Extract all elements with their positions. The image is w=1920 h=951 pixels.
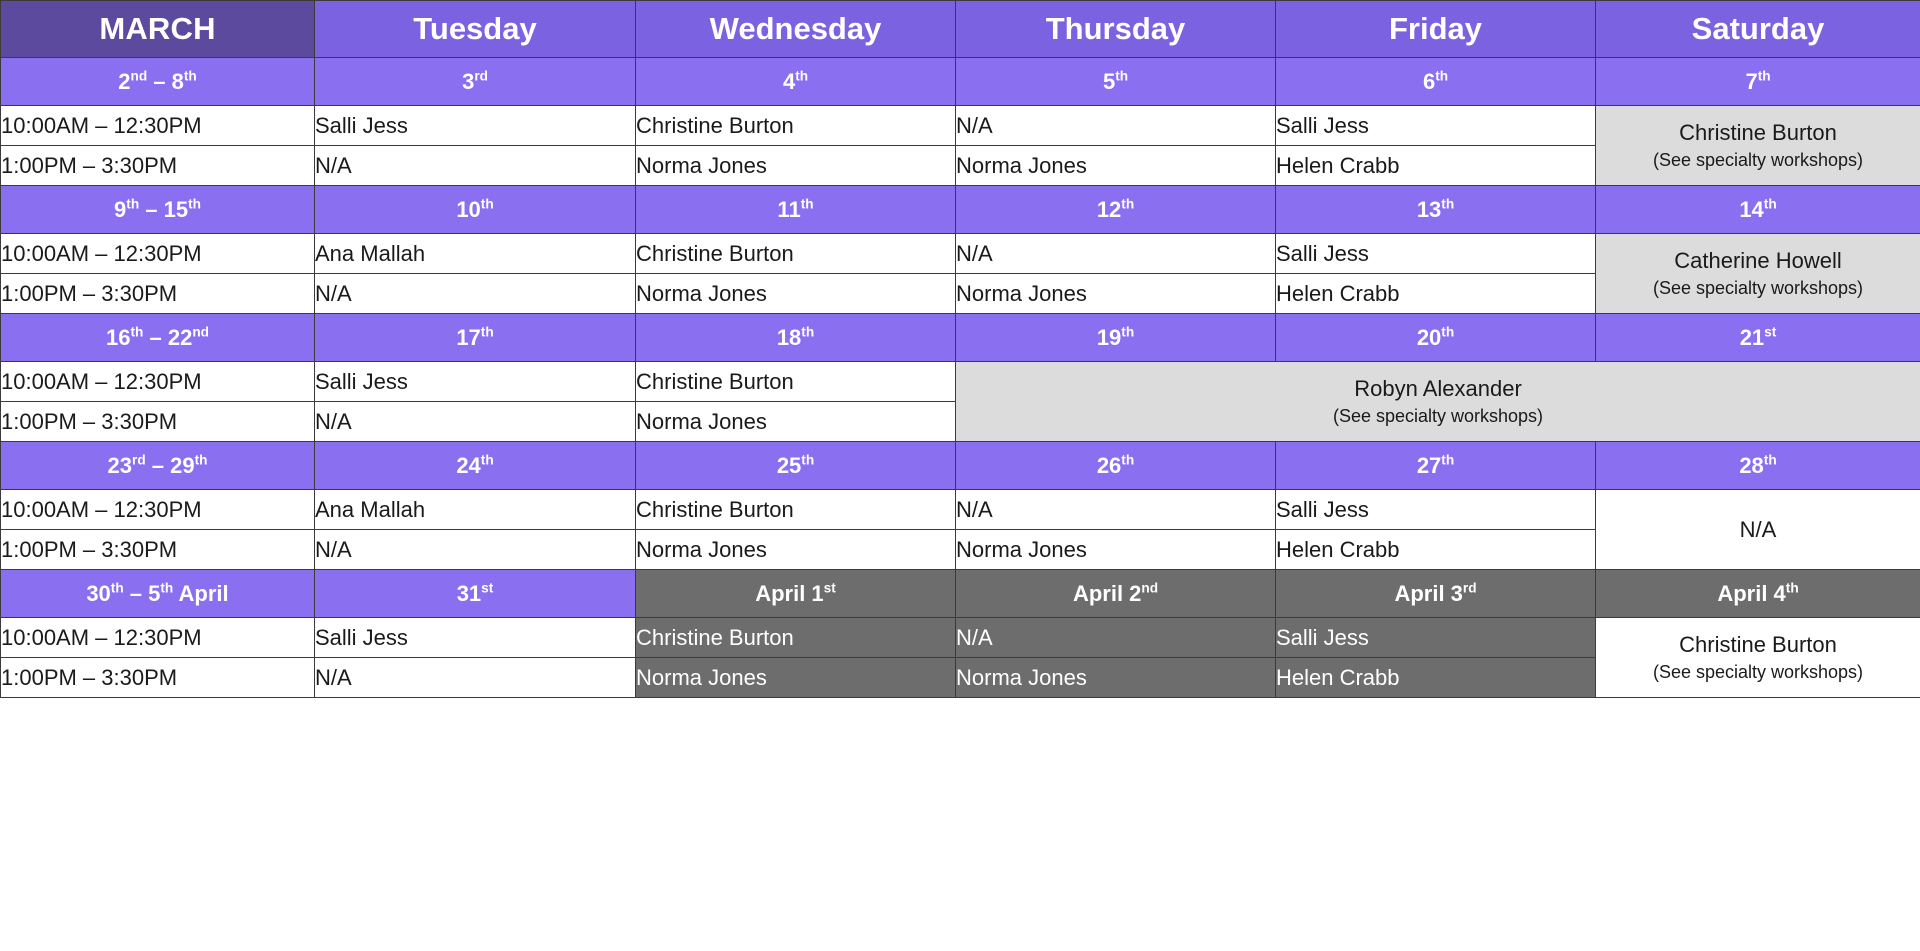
assignment-cell: N/A <box>315 146 636 186</box>
date-cell: 24th <box>315 442 636 490</box>
assignment-cell: Christine Burton <box>636 106 956 146</box>
day-header-saturday: Saturday <box>1596 1 1920 58</box>
time-slot-morning: 10:00AM – 12:30PM <box>1 618 315 658</box>
date-cell: 13th <box>1276 186 1596 234</box>
date-cell: 27th <box>1276 442 1596 490</box>
saturday-presenter: Catherine Howell <box>1674 248 1842 273</box>
saturday-workshop-cell <box>1596 490 1920 570</box>
date-cell: 18th <box>636 314 956 362</box>
assignment-cell: Norma Jones <box>636 530 956 570</box>
table-row <box>1 234 1920 274</box>
assignment-cell: N/A <box>956 618 1276 658</box>
specialty-note: (See specialty workshops) <box>1652 150 1864 170</box>
saturday-workshop-cell <box>1596 106 1920 186</box>
range-start-num: 2 <box>118 68 131 94</box>
day-header-wednesday: Wednesday <box>636 1 956 58</box>
assignment-cell: Salli Jess <box>1276 490 1596 530</box>
assignment-cell: N/A <box>315 658 636 698</box>
date-cell: April 3rd <box>1276 570 1596 618</box>
week-range-2: 9th – 15th <box>1 186 315 234</box>
assignment-cell: Christine Burton <box>636 618 956 658</box>
date-cell: 17th <box>315 314 636 362</box>
date-cell: 26th <box>956 442 1276 490</box>
table-row <box>1 362 1920 402</box>
time-slot-morning: 10:00AM – 12:30PM <box>1 234 315 274</box>
assignment-cell: Norma Jones <box>956 658 1276 698</box>
week-banner-row <box>1 58 1920 106</box>
assignment-cell: Helen Crabb <box>1276 530 1596 570</box>
assignment-cell: Norma Jones <box>636 658 956 698</box>
assignment-cell: N/A <box>956 106 1276 146</box>
assignment-cell: Helen Crabb <box>1276 274 1596 314</box>
week-banner-row <box>1 570 1920 618</box>
table-header-row <box>1 1 1920 58</box>
specialty-note: (See specialty workshops) <box>1652 662 1864 682</box>
date-cell: 21st <box>1596 314 1920 362</box>
time-slot-morning: 10:00AM – 12:30PM <box>1 106 315 146</box>
assignment-cell: Christine Burton <box>636 362 956 402</box>
date-cell: 3rd <box>315 58 636 106</box>
specialty-note: (See specialty workshops) <box>1332 406 1544 426</box>
assignment-cell: Salli Jess <box>1276 106 1596 146</box>
assignment-cell: N/A <box>956 490 1276 530</box>
table-row <box>1 618 1920 658</box>
date-cell: 25th <box>636 442 956 490</box>
time-slot-morning: 10:00AM – 12:30PM <box>1 490 315 530</box>
week-workshop-cell <box>956 362 1920 442</box>
month-title: MARCH <box>1 1 315 58</box>
date-cell: 4th <box>636 58 956 106</box>
week-banner-row <box>1 442 1920 490</box>
date-cell: April 4th <box>1596 570 1920 618</box>
assignment-cell: Helen Crabb <box>1276 146 1596 186</box>
week-range-3: 16th – 22nd <box>1 314 315 362</box>
time-slot-afternoon: 1:00PM – 3:30PM <box>1 402 315 442</box>
day-header-friday: Friday <box>1276 1 1596 58</box>
date-cell: 7th <box>1596 58 1920 106</box>
assignment-cell: Salli Jess <box>315 106 636 146</box>
assignment-cell: Christine Burton <box>636 234 956 274</box>
date-cell: 6th <box>1276 58 1596 106</box>
workshop-presenter: Robyn Alexander <box>1354 376 1522 401</box>
specialty-note: (See specialty workshops) <box>1652 278 1864 298</box>
date-cell: 28th <box>1596 442 1920 490</box>
time-slot-afternoon: 1:00PM – 3:30PM <box>1 530 315 570</box>
assignment-cell: Norma Jones <box>636 274 956 314</box>
range-start-sup: nd <box>130 68 148 84</box>
assignment-cell: Norma Jones <box>956 530 1276 570</box>
assignment-cell: Norma Jones <box>956 146 1276 186</box>
table-row <box>1 106 1920 146</box>
assignment-cell: Norma Jones <box>956 274 1276 314</box>
saturday-workshop-cell <box>1596 234 1920 314</box>
date-cell: 20th <box>1276 314 1596 362</box>
assignment-cell: Salli Jess <box>315 618 636 658</box>
range-end-sup: th <box>183 68 197 84</box>
assignment-cell: Salli Jess <box>1276 234 1596 274</box>
assignment-cell: Ana Mallah <box>315 490 636 530</box>
time-slot-afternoon: 1:00PM – 3:30PM <box>1 274 315 314</box>
week-banner-row <box>1 186 1920 234</box>
range-mid: – 8 <box>147 68 184 94</box>
assignment-cell: Norma Jones <box>636 402 956 442</box>
assignment-cell: N/A <box>315 402 636 442</box>
table-row <box>1 490 1920 530</box>
saturday-presenter: N/A <box>1739 516 1777 542</box>
assignment-cell: Helen Crabb <box>1276 658 1596 698</box>
date-cell: April 1st <box>636 570 956 618</box>
date-cell: 31st <box>315 570 636 618</box>
assignment-cell: Salli Jess <box>315 362 636 402</box>
date-cell: 12th <box>956 186 1276 234</box>
week-banner-row <box>1 314 1920 362</box>
date-cell: 14th <box>1596 186 1920 234</box>
assignment-cell: N/A <box>315 274 636 314</box>
date-cell: April 2nd <box>956 570 1276 618</box>
saturday-presenter: Christine Burton <box>1679 632 1837 657</box>
day-header-tuesday: Tuesday <box>315 1 636 58</box>
time-slot-afternoon: 1:00PM – 3:30PM <box>1 146 315 186</box>
week-range-4: 23rd – 29th <box>1 442 315 490</box>
week-range-5: 30th – 5th April <box>1 570 315 618</box>
time-slot-afternoon: 1:00PM – 3:30PM <box>1 658 315 698</box>
date-cell: 19th <box>956 314 1276 362</box>
assignment-cell: Ana Mallah <box>315 234 636 274</box>
day-header-thursday: Thursday <box>956 1 1276 58</box>
date-cell: 10th <box>315 186 636 234</box>
date-cell: 11th <box>636 186 956 234</box>
week-range-1 <box>1 58 315 106</box>
assignment-cell: Christine Burton <box>636 490 956 530</box>
assignment-cell: N/A <box>315 530 636 570</box>
assignment-cell: Salli Jess <box>1276 618 1596 658</box>
date-cell: 5th <box>956 58 1276 106</box>
time-slot-morning: 10:00AM – 12:30PM <box>1 362 315 402</box>
saturday-workshop-cell <box>1596 618 1920 698</box>
assignment-cell: N/A <box>956 234 1276 274</box>
saturday-presenter: Christine Burton <box>1679 120 1837 145</box>
assignment-cell: Norma Jones <box>636 146 956 186</box>
